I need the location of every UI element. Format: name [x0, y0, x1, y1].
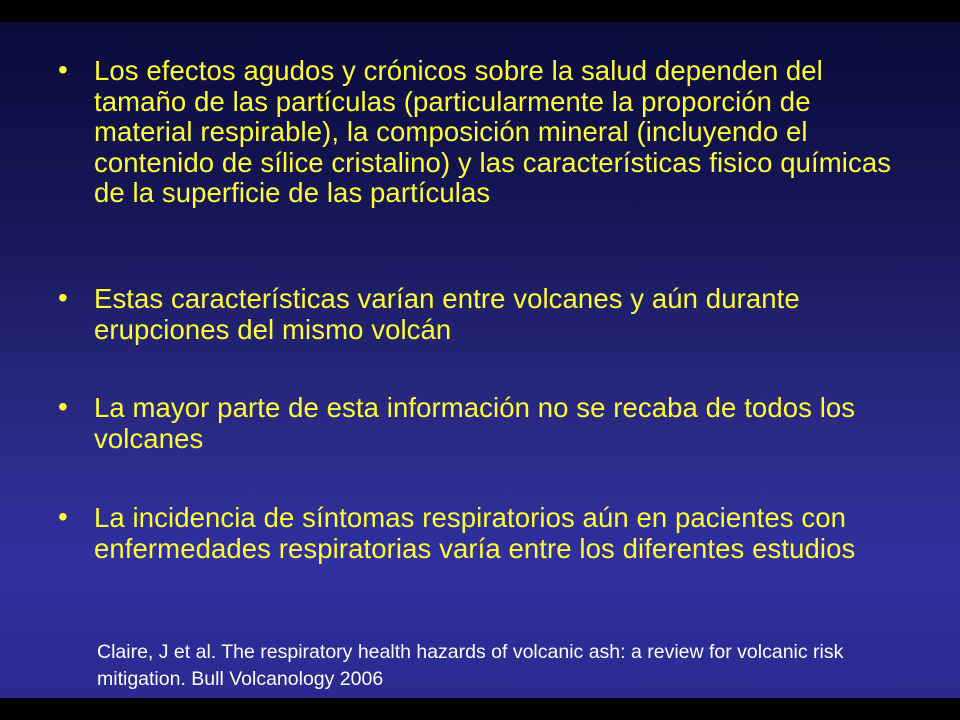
bullet-marker: •	[58, 54, 68, 85]
bullet-text: La incidencia de síntomas respiratorios aún en pacientes con enfermedades respiratorias varía entre los diferentes estudios	[94, 502, 856, 564]
bullet-text: Los efectos agudos y crónicos sobre la salud dependen del tamaño de las partículas (particularmente la proporción de material respirable), la composición mineral (incluyendo el contenido de sílice cristalino) y las características fisico químicas de la superficie de las partículas	[94, 55, 892, 208]
slide	[0, 22, 960, 698]
bullet-marker: •	[58, 501, 68, 532]
bullet-marker: •	[58, 282, 68, 313]
bullet-marker: •	[58, 391, 68, 422]
bullet-text: Estas características varían entre volcanes y aún durante erupciones del mismo volcán	[94, 283, 800, 345]
bullet-text: La mayor parte de esta información no se recaba de todos los volcanes	[94, 392, 856, 454]
citation: Claire, J et al. The respiratory health hazards of volcanic ash: a review for volcanic risk mitigation. Bull Volcanology 2006	[97, 641, 844, 690]
